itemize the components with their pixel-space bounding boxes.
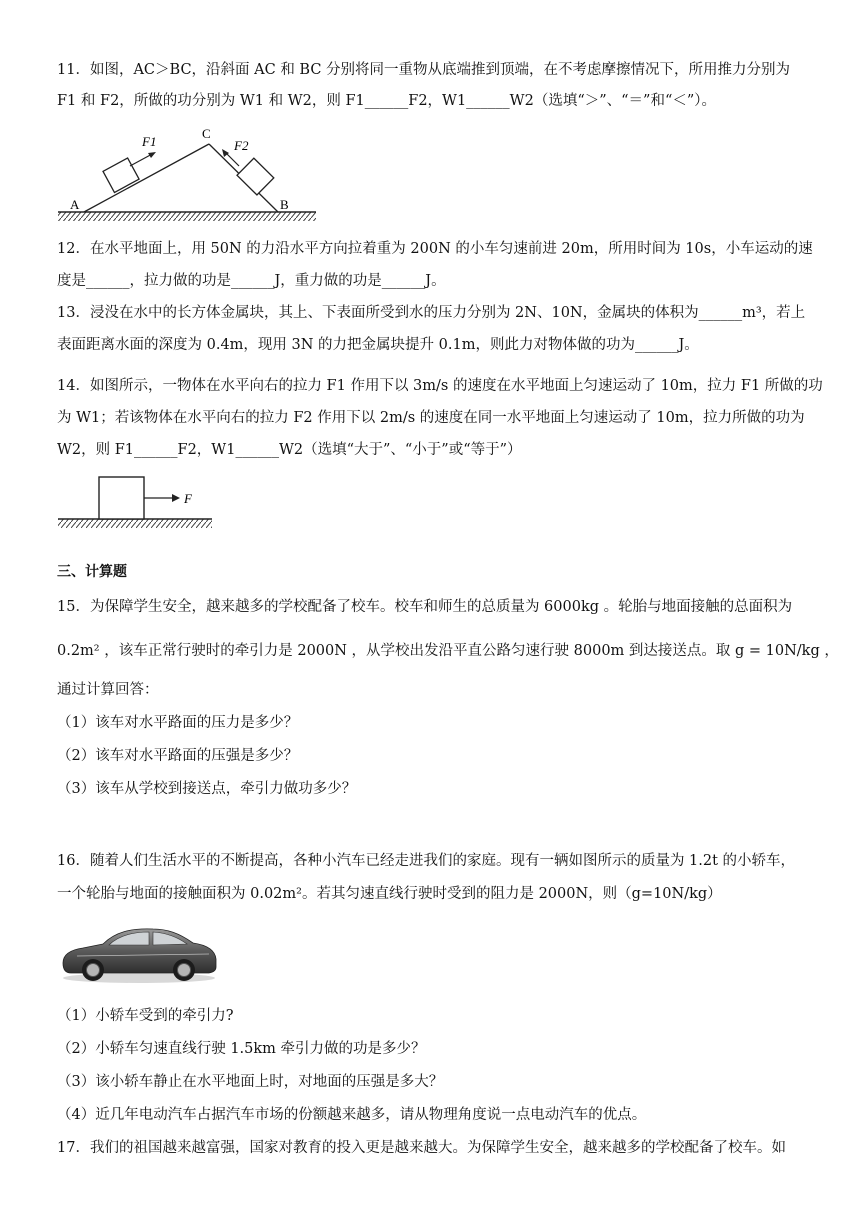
q15-sub2: （2）该车对水平路面的压强是多少？ xyxy=(57,748,299,764)
slope-ac xyxy=(84,144,209,212)
q12-line2: 度是______，拉力做的功是______J，重力做的功是______J。 xyxy=(57,273,446,289)
arrow-f-head xyxy=(172,494,180,502)
block-left xyxy=(103,158,139,192)
q16-sub4: （4）近几年电动汽车占据汽车市场的份额越来越多，请从物理角度说一点电动汽车的优点。 xyxy=(57,1107,647,1123)
ground-hatch xyxy=(58,212,316,221)
q16-sub3: （3）该小轿车静止在水平地面上时，对地面的压强是多大？ xyxy=(57,1074,444,1090)
label-f2: F2 xyxy=(234,138,249,153)
q11-line1: 11．如图，AC＞BC，沿斜面 AC 和 BC 分别将同一重物从底端推到顶端，在不考虑摩擦情况下，所用推力分别为 xyxy=(57,62,791,78)
rear-rim xyxy=(178,964,191,977)
q14-line3: W2，则 F1______F2，W1______W2（选填“大于”、“小于”或“等于”） xyxy=(57,442,522,458)
q16-line2: 一个轮胎与地面的接触面积为 0.02m²。若其匀速直线行驶时受到的阻力是 2000N，则（g=10N/kg） xyxy=(57,886,722,902)
front-rim xyxy=(87,964,100,977)
label-f: F xyxy=(184,491,192,506)
q15-sub1: （1）该车对水平路面的压力是多少？ xyxy=(57,715,299,731)
block-force-figure xyxy=(56,474,216,532)
q16-sub1: （1）小轿车受到的牵引力? xyxy=(57,1008,234,1024)
q13-line2: 表面距离水面的深度为 0.4m，现用 3N 的力把金属块提升 0.1m，则此力对物体做的功为______J。 xyxy=(57,337,699,353)
car-image xyxy=(57,917,220,987)
q11-line2: F1 和 F2，所做的功分别为 W1 和 W2，则 F1______F2，W1______W2（选填“＞”、“＝”和“＜”）。 xyxy=(57,93,717,109)
q15-line3: 通过计算回答： xyxy=(57,682,159,698)
q13-line1: 13．浸没在水中的长方体金属块，其上、下表面所受到水的压力分别为 2N、10N，金属块的体积为______m³，若上 xyxy=(57,305,806,321)
block xyxy=(99,477,144,519)
q15-line1: 15．为保障学生安全，越来越多的学校配备了校车。校车和师生的总质量为 6000kg 。轮胎与地面接触的总面积为 xyxy=(57,599,793,615)
q14-line2: 为 W1；若该物体在水平向右的拉力 F2 作用下以 2m/s 的速度在同一水平地面上匀速运动了 10m，拉力所做的功为 xyxy=(57,410,805,426)
arrow-f2-head xyxy=(222,149,229,157)
q15-line2: 0.2m² ，该车正常行驶时的牵引力是 2000N ，从学校出发沿平直公路匀速行驶 8000m 到达接送点。取 g = 10N/kg ， xyxy=(57,643,839,659)
q16-line1: 16．随着人们生活水平的不断提高，各种小汽车已经走进我们的家庭。现有一辆如图所示的质量为 1.2t 的小轿车， xyxy=(57,853,796,869)
q14-line1: 14．如图所示，一物体在水平向右的拉力 F1 作用下以 3m/s 的速度在水平地面上匀速运动了 10m，拉力 F1 所做的功 xyxy=(57,378,823,394)
section-title: 三、计算题 xyxy=(57,564,127,580)
q12-line1: 12．在水平地面上，用 50N 的力沿水平方向拉着重为 200N 的小车匀速前进 20m，所用时间为 10s，小车运动的速 xyxy=(57,241,813,257)
label-f1: F1 xyxy=(142,134,157,149)
block-right xyxy=(237,158,274,195)
q17-line1: 17．我们的祖国越来越富强，国家对教育的投入更是越来越大。为保障学生安全，越来越多的学校配备了校车。如 xyxy=(57,1140,786,1156)
ground-hatch xyxy=(58,519,212,528)
label-a: A xyxy=(70,197,80,212)
incline-figure xyxy=(56,122,318,224)
label-b: B xyxy=(280,197,289,212)
label-c: C xyxy=(202,126,211,141)
q15-sub3: （3）该车从学校到接送点，牵引力做功多少？ xyxy=(57,781,357,797)
q16-sub2: （2）小轿车匀速直线行驶 1.5km 牵引力做的功是多少？ xyxy=(57,1041,426,1057)
